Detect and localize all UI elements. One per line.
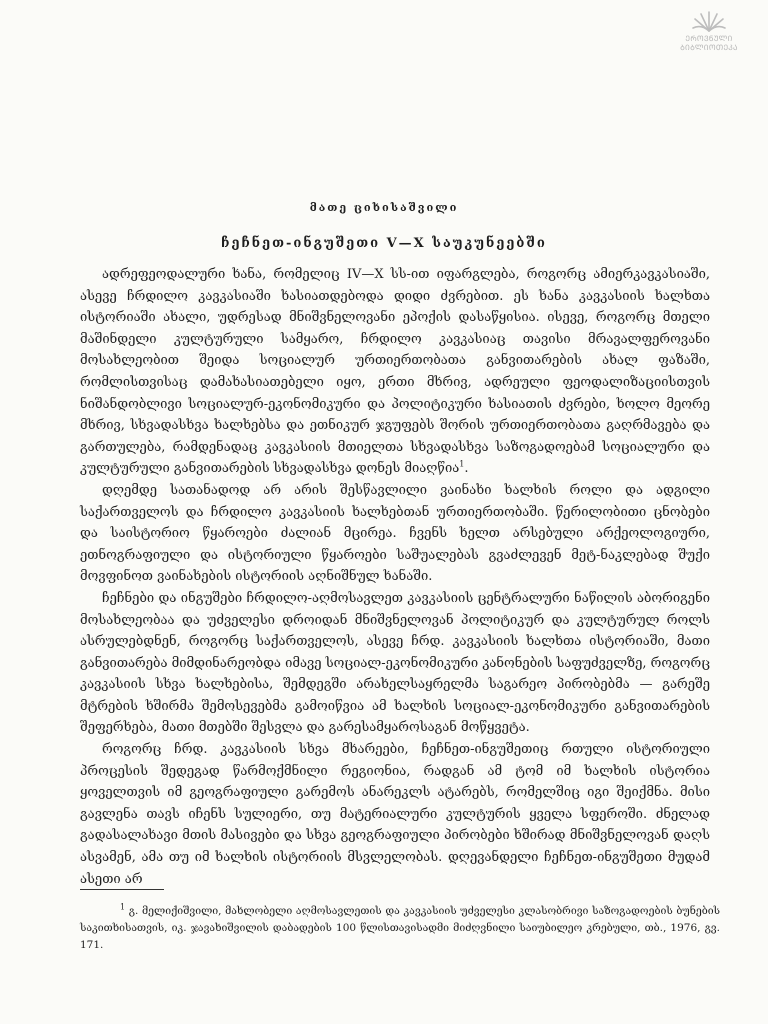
paragraph-1-text: ადრეფეოდალური ხანა, რომელიც IV—X სს-ით იფარგლება, როგორც ამიერკავკასიაში, ასევე ჩრდილო კავკასიაში ხასიათდებოდა დიდი ძვრებით. ეს ხანა კავკასიის ხალხთა ისტორიაში ახალი, უდრესად მნიშვნელოვანი ეპოქის დასაწყისია. ისევე, როგორც მთელი მაშინდელი კულტურული სამყარო, ჩრდილო კავკასიაც თავისი მრავალფეროვანი მოსახლეობით შეიდა სოციალურ ურთიერთობათა განვითარების ახალ ფაზაში, რომლისთვისაც დამახასიათებელი იყო, ერთი მხრივ, ადრეული ფეოდალიზაციისთვის ნიშანდობლივი სოციალურ-ეკონომიკური და პოლიტიკური ხასიათის ძვრები, ხოლო მეორე მხრივ, სხვადასხვა ხალხებსა და ეთნიკურ ჯგუფებს შორის ურთიერთობათა გაღრმავება და გართულება, რამდენადაც კავკასიის მთიელთა სხვადასხვა საზოგადოებამ სოციალური და კულტურული განვითარების სხვადასხვა დონეს მიაღწია bbox=[80, 267, 710, 477]
footnote-text: გ. მელიქიშვილი, მახლობელი აღმოსავლეთის და კავკასიის უძველესი კლასობრივი საზოგადოების ბუნების საკითხისათვის, იკ. ჯავახიშვილის დაბადების 100 წლისთავისადმი მიძღვნილი საიუბილეო კრებული, თბ., 1976, გვ. 171. bbox=[80, 905, 720, 951]
footnote-ref: 1 bbox=[459, 460, 465, 470]
footnote bbox=[80, 903, 720, 954]
library-logo bbox=[668, 4, 750, 64]
paragraph-3: ჩეჩნები და ინგუშები ჩრდილო-აღმოსავლეთ კავკასიის ცენტრალური ნაწილის აბორიგენი მოსახლეობაა და უძველესი დროიდან მნიშვნელოვან პოლიტიკურ და კულტურულ როლს ასრულებდნენ, როგორც საქართველოს, ასევე ჩრდ. კავკასიის ხალხთა ისტორიაში, მათი განვითარება მიმდინარეობდა იმავე სოციალ-ეკონომიკური კანონების საფუძველზე, როგორც კავკასიის სხვა ხალხებისა, შემდეგში არახელსაყრელმა საგარეო პირობებმა — გარეშე მტრების ხშირმა შემოსევებმა გამოიწვია ამ ხალხის სოციალ-ეკონომიკური განვითარების შეფერხება, მათი მთებში შესვლა და გარესამყაროსაგან მოწყვეტა. bbox=[80, 590, 710, 736]
article-body bbox=[80, 264, 710, 890]
paragraph-2: დღემდე სათანადოდ არ არის შესწავლილი ვაინახი ხალხის როლი და ადგილი საქართველოს და ჩრდილო კავკასიის ხალხებთან ურთიერთობაში. წერილობითი ცნობები და საისტორიო წყაროები ძალიან მცირეა. ჩვენს ხელთ არსებული არქეოლოგიური, ეთნოგრაფიული და ისტორიული წყაროები საშუალებას გვაძლევენ მეტ-ნაკლებად შუქი მოვფინოთ ვაინახების ისტორიის აღნიშნულ ხანაში. bbox=[80, 482, 710, 585]
logo-text-line2: ᲑᲘᲑᲚᲘᲝᲗᲔᲙᲐ bbox=[680, 43, 738, 52]
article-author: მათე ციხისაშვილი bbox=[309, 201, 459, 214]
paragraph-1: ადრეფეოდალური ხანა, რომელიც IV—X სს-ით იფარგლება, როგორც ამიერკავკასიაში, ასევე ჩრდილო კავკასიაში ხასიათდებოდა დიდი ძვრებით. ეს ხანა კავკასიის ხალხთა ისტორიაში ახალი, უდრესად მნიშვნელოვანი ეპოქის დასაწყისია. ისევე, როგორც მთელი მაშინდელი კულტურული სამყარო, ჩრდილო კავკასიაც თავისი მრავალფეროვანი მოსახლეობით შეიდა სოციალურ ურთიერთობათა განვითარების ახალ ფაზაში, რომლისთვისაც დამახასიათებელი იყო, ერთი მხრივ, ადრეული ფეოდალიზაციისთვის ნიშანდობლივი სოციალურ-ეკონომიკური და პოლიტიკური ხასიათის ძვრები, ხოლო მეორე მხრივ, სხვადასხვა ხალხებსა და ეთნიკურ ჯგუფებს შორის ურთიერთობათა გაღრმავება და გართულება, რამდენადაც კავკასიის მთიელთა სხვადასხვა საზოგადოებამ სოციალური და კულტურული განვითარების სხვადასხვა დონეს მიაღწია$^1$. bbox=[80, 267, 710, 477]
footnote-marker: 1 bbox=[120, 902, 126, 912]
article-title: ჩეჩნეთ-ინგუშეთი V—X საუკუნეებში bbox=[221, 236, 547, 251]
footnote-divider bbox=[80, 889, 164, 890]
paragraph-4: როგორც ჩრდ. კავკასიის სხვა მხარეები, ჩეჩნეთ-ინგუშეთიც რთული ისტორიული პროცესის შედეგად წარმოქმნილი რეგიონია, რადგან ამ ტომ იმ ხალხის ისტორია ყოველთვის იმ გეოგრაფიული გარემოს ანარეკლს ატარებს, რომელშიც იგი შეიქმნა. მისი გავლენა თავს იჩენს სულიერი, თუ მატერიალური კულტურის ყველა სფეროში. ძნელად გადასალახავი მთის მასივები და სხვა გეოგრაფიული პირობები ხშირად მნიშვნელოვან დაღს ასვამენ, ამა თუ იმ ხალხის ისტორიის მსვლელობას. დღევანდელი ჩეჩნეთ-ინგუშეთი მუდამ ასეთი არ bbox=[80, 742, 710, 887]
book-icon bbox=[689, 4, 729, 34]
logo-text-line1: ᲔᲠᲝᲕᲜᲣᲚᲘ bbox=[685, 34, 733, 43]
